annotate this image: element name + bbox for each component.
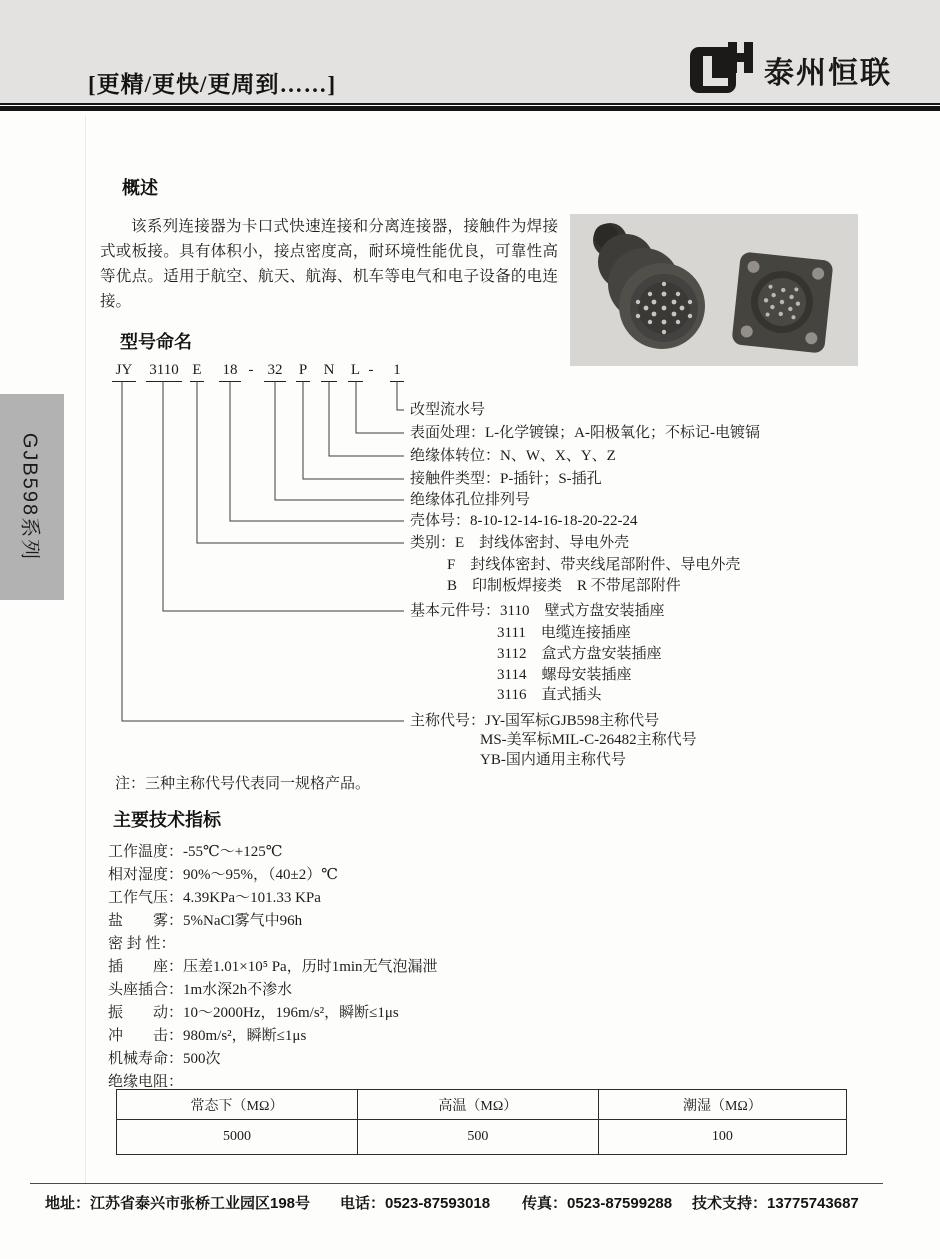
overview-paragraph: 该系列连接器为卡口式快速连接和分离连接器，接触件为焊接式或板接。具有体积小，接点密度高，耐环境性能优良，可靠性高等优点。适用于航空、航天、航海、机车等电气和电子设备的电连接。: [100, 218, 558, 310]
naming-title: 型号命名: [120, 332, 192, 352]
code-field-jy: JY: [112, 362, 136, 382]
code-field-p: P: [296, 362, 310, 382]
code-field-32: 32: [264, 362, 286, 382]
naming-label-class-b: B 印制板焊接类 R 不带尾部附件: [447, 578, 681, 594]
spec-mated-seal: 头座插合：1m水深2h不渗水: [108, 982, 293, 998]
naming-label-class-f: F 封线体密封、带夹线尾部附件、导电外壳: [447, 557, 741, 573]
lh-logo-icon: [690, 42, 756, 99]
spec-sealing: 密 封 性：: [108, 936, 176, 952]
overview-title: 概述: [122, 178, 158, 198]
table-header-row: [117, 1090, 847, 1120]
naming-label-finish: 表面处理：L-化学镀镍；A-阳极氧化；不标记-电镀镉: [410, 425, 760, 441]
naming-label-shell-size: 壳体号：8-10-12-14-16-18-20-22-24: [410, 513, 638, 529]
brand-logo: [690, 44, 900, 96]
header-high-temp: 高温（MΩ）: [357, 1090, 598, 1120]
brand-name: 泰州恒联: [764, 57, 892, 90]
footer-rule: [30, 1183, 883, 1184]
naming-label-insert-arrangement: 绝缘体孔位排列号: [410, 492, 531, 508]
naming-label-insulator-rotation: 绝缘体转位：N、W、X、Y、Z: [410, 448, 616, 464]
footer-support: 技术支持：13775743687: [692, 1195, 859, 1212]
footer-fax: 传真：0523-87599288: [522, 1195, 673, 1212]
spec-operating-pressure: 工作气压：4.39KPa～101.33 KPa: [108, 890, 321, 906]
header-rule-thick: [0, 106, 940, 111]
spec-receptacle-seal: 插 座：压差1.01×10⁵ Pa，历时1min无气泡漏泄: [108, 959, 438, 975]
footer-address: 地址：江苏省泰兴市张桥工业园区198号: [45, 1195, 311, 1212]
code-field-1: 1: [390, 362, 404, 382]
code-field-3110: 3110: [146, 362, 182, 382]
series-label: GJB598系列: [18, 432, 41, 562]
naming-label-prefix-jy: 主称代号：JY-国军标GJB598主称代号: [410, 713, 660, 729]
naming-label-serial: 改型流水号: [410, 402, 486, 418]
header-rule-thin: [0, 103, 940, 105]
spec-shock: 冲 击：980m/s²，瞬断≤1μs: [108, 1028, 307, 1044]
spec-insulation-resistance: 绝缘电阻：: [108, 1074, 184, 1090]
header-slogan: [更精/更快/更周到……]: [88, 72, 337, 97]
code-dash-2: -: [368, 362, 374, 378]
table-value-row: [117, 1120, 847, 1155]
spec-operating-temperature: 工作温度：-55℃～+125℃: [108, 844, 283, 860]
specs-title: 主要技术指标: [113, 810, 221, 830]
naming-label-contact-type: 接触件类型：P-插针；S-插孔: [410, 471, 602, 487]
header-normal: 常态下（MΩ）: [117, 1090, 358, 1120]
value-high-temp: 500: [357, 1120, 598, 1155]
code-field-18: 18: [219, 362, 241, 382]
insulation-resistance-table: [116, 1089, 847, 1155]
spec-mechanical-life: 机械寿命：500次: [108, 1051, 221, 1067]
naming-label-basic-3111: 3111 电缆连接插座: [497, 625, 631, 641]
spec-salt-spray: 盐 雾：5%NaCl雾气中96h: [108, 913, 303, 929]
code-field-l: L: [348, 362, 363, 382]
code-dash-1: -: [248, 362, 254, 378]
connectors-illustration: [570, 214, 858, 366]
naming-label-prefix-yb: YB-国内通用主称代号: [480, 752, 626, 768]
product-photo: [570, 214, 858, 366]
value-normal: 5000: [117, 1120, 358, 1155]
spec-relative-humidity: 相对湿度：90%～95%，（40±2）℃: [108, 867, 339, 883]
naming-label-basic-3112: 3112 盒式方盘安装插座: [497, 646, 662, 662]
naming-label-basic-3114: 3114 螺母安装插座: [497, 667, 632, 683]
naming-label-prefix-ms: MS-美军标MIL-C-26482主称代号: [480, 732, 697, 748]
code-field-n: N: [321, 362, 337, 382]
spec-vibration: 振 动：10～2000Hz，196m/s²，瞬断≤1μs: [108, 1005, 399, 1021]
code-field-e: E: [190, 362, 204, 382]
naming-label-class-e: 类别：E 封线体密封、导电外壳: [410, 535, 630, 551]
footer-phone: 电话：0523-87593018: [340, 1195, 491, 1212]
naming-label-basic-3116: 3116 直式插头: [497, 687, 602, 703]
header-humid: 潮湿（MΩ）: [598, 1090, 846, 1120]
value-humid: 100: [598, 1120, 846, 1155]
naming-note: 注：三种主称代号代表同一规格产品。: [115, 776, 371, 792]
naming-label-basic-3110: 基本元件号：3110 壁式方盘安装插座: [410, 603, 665, 619]
